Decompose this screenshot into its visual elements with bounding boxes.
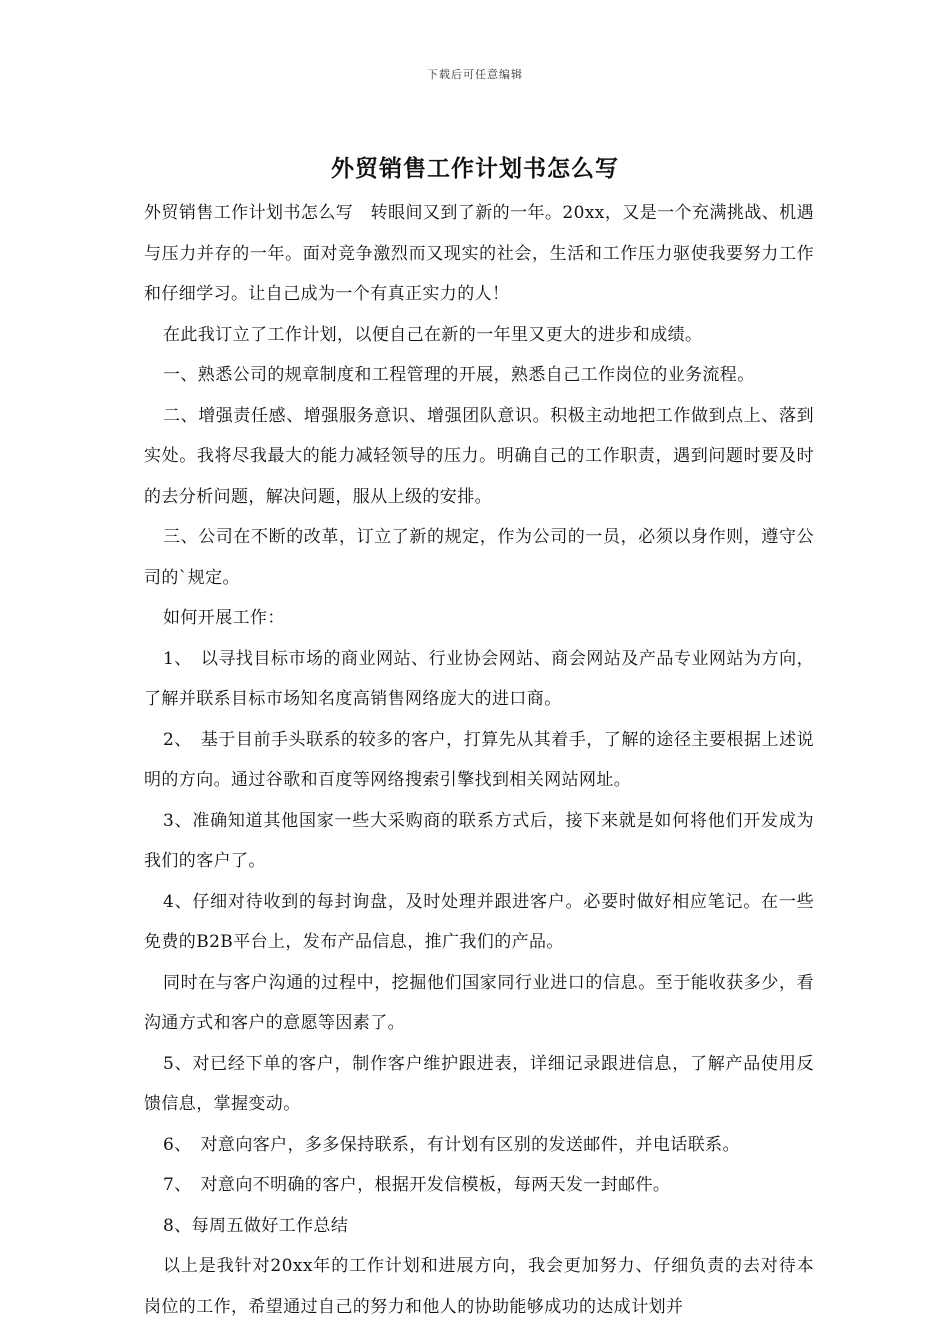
paragraph: 三、公司在不断的改革，订立了新的规定，作为公司的一员，必须以身作则，遵守公司的`规定。 — [144, 527, 814, 588]
paragraph: 4、仔细对待收到的每封询盘，及时处理并跟进客户。必要时做好相应笔记。在一些免费的B2B平台上，发布产品信息，推广我们的产品。 — [144, 891, 814, 952]
paragraph: 外贸销售工作计划书怎么写 转眼间又到了新的一年。20xx，又是一个充满挑战、机遇与压力并存的一年。面对竞争激烈而又现实的社会，生活和工作压力驱使我要努力工作和仔细学习。让自己成为一个有真正实力的人！ — [144, 203, 814, 304]
paragraph: 同时在与客户沟通的过程中，挖掘他们国家同行业进口的信息。至于能收获多少，看沟通方式和客户的意愿等因素了。 — [144, 972, 814, 1033]
header-note: 下载后可任意编辑 — [427, 68, 523, 81]
paragraph: 5、对已经下单的客户，制作客户维护跟进表，详细记录跟进信息，了解产品使用反馈信息，掌握变动。 — [144, 1053, 814, 1114]
paragraph: 6、 对意向客户，多多保持联系，有计划有区别的发送邮件，并电话联系。 — [163, 1134, 740, 1155]
document-body — [144, 193, 814, 1327]
paragraph: 2、 基于目前手头联系的较多的客户，打算先从其着手，了解的途径主要根据上述说明的方向。通过谷歌和百度等网络搜索引擎找到相关网站网址。 — [144, 729, 814, 790]
paragraph: 以上是我针对20xx年的工作计划和进展方向，我会更加努力、仔细负责的去对待本岗位的工作，希望通过自己的努力和他人的协助能够成功的达成计划并 — [144, 1256, 814, 1317]
paragraph: 如何开展工作： — [163, 608, 285, 628]
paragraph: 在此我订立了工作计划，以便自己在新的一年里又更大的进步和成绩。 — [163, 324, 703, 345]
paragraph: 1、 以寻找目标市场的商业网站、行业协会网站、商会网站及产品专业网站为方向，了解并联系目标市场知名度高销售网络庞大的进口商。 — [144, 648, 814, 709]
paragraph: 二、增强责任感、增强服务意识、增强团队意识。积极主动地把工作做到点上、落到实处。我将尽我最大的能力减轻领导的压力。明确自己的工作职责，遇到问题时要及时的去分析问题，解决问题，服从上级的安排。 — [144, 405, 814, 507]
paragraph: 8、每周五做好工作总结 — [163, 1215, 349, 1236]
paragraph: 3、准确知道其他国家一些大采购商的联系方式后，接下来就是如何将他们开发成为我们的客户了。 — [144, 810, 814, 871]
paragraph: 7、 对意向不明确的客户，根据开发信模板，每两天发一封邮件。 — [163, 1175, 671, 1195]
document-title: 外贸销售工作计划书怎么写 — [331, 155, 619, 182]
paragraph: 一、熟悉公司的规章制度和工程管理的开展，熟悉自己工作岗位的业务流程。 — [163, 365, 755, 385]
